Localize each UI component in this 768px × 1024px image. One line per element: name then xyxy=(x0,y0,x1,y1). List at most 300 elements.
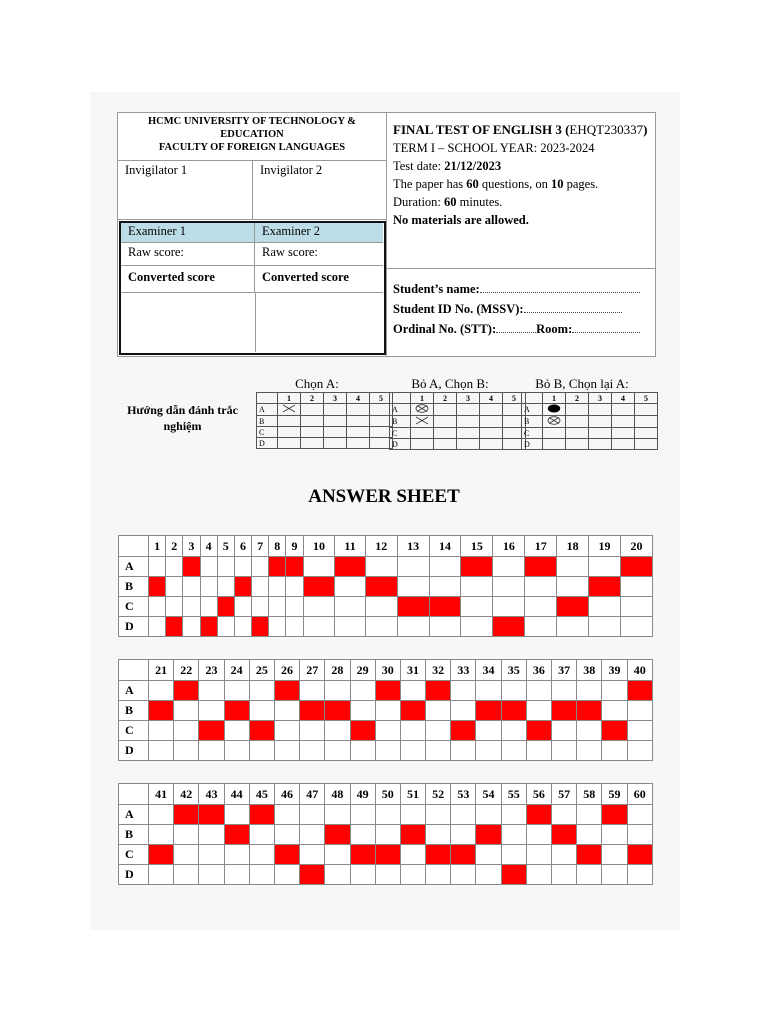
question-number: 10 xyxy=(303,536,335,557)
question-number: 14 xyxy=(429,536,461,557)
guide-cell xyxy=(347,404,370,416)
answer-cell[interactable] xyxy=(557,557,589,577)
answer-cell[interactable] xyxy=(627,741,652,761)
guide-col-header: 1 xyxy=(278,393,301,404)
answer-cell-filled[interactable] xyxy=(525,557,557,577)
answer-cell[interactable] xyxy=(476,845,501,865)
answer-cell-filled[interactable] xyxy=(557,597,589,617)
answer-cell-filled[interactable] xyxy=(274,681,299,701)
answer-cell[interactable] xyxy=(400,845,425,865)
answer-cell[interactable] xyxy=(269,597,286,617)
answer-cell[interactable] xyxy=(426,701,451,721)
option-row xyxy=(119,845,653,865)
answer-cell-filled[interactable] xyxy=(249,721,274,741)
answer-cell[interactable] xyxy=(526,825,551,845)
question-number: 1 xyxy=(149,536,166,557)
answer-cell[interactable] xyxy=(274,825,299,845)
question-number: 40 xyxy=(627,660,652,681)
answer-cell[interactable] xyxy=(224,741,249,761)
answer-cell-filled[interactable] xyxy=(286,557,303,577)
answer-cell[interactable] xyxy=(400,865,425,885)
answer-cell[interactable] xyxy=(300,845,325,865)
answer-cell[interactable] xyxy=(451,741,476,761)
answer-cell[interactable] xyxy=(577,825,602,845)
answer-cell-filled[interactable] xyxy=(375,681,400,701)
answer-cell[interactable] xyxy=(149,557,166,577)
answer-cell[interactable] xyxy=(252,597,269,617)
answer-cell[interactable] xyxy=(350,805,375,825)
answer-cell[interactable] xyxy=(620,577,652,597)
answer-cell[interactable] xyxy=(350,741,375,761)
option-label: A xyxy=(119,681,149,701)
answer-cell[interactable] xyxy=(375,825,400,845)
answer-cell[interactable] xyxy=(451,865,476,885)
student-id-line: Student ID No. (MSSV): xyxy=(393,299,655,319)
question-number: 41 xyxy=(149,784,174,805)
answer-cell[interactable] xyxy=(526,681,551,701)
answer-cell[interactable] xyxy=(200,577,217,597)
answer-cell-filled[interactable] xyxy=(375,845,400,865)
answer-cell[interactable] xyxy=(325,681,350,701)
answer-cell[interactable] xyxy=(335,597,365,617)
answer-cell-filled[interactable] xyxy=(300,701,325,721)
crossed-bubble-icon xyxy=(547,416,561,425)
answer-cell[interactable] xyxy=(217,577,234,597)
answer-cell-filled[interactable] xyxy=(501,865,526,885)
answer-cell[interactable] xyxy=(199,741,224,761)
answer-cell-filled[interactable] xyxy=(627,845,652,865)
answer-cell-filled[interactable] xyxy=(350,845,375,865)
question-number: 53 xyxy=(451,784,476,805)
guide-cell xyxy=(347,416,370,427)
answer-cell[interactable] xyxy=(300,825,325,845)
answer-cell-filled[interactable] xyxy=(200,617,217,637)
answer-cell[interactable] xyxy=(526,701,551,721)
answer-cell[interactable] xyxy=(252,577,269,597)
answer-cell[interactable] xyxy=(199,701,224,721)
answer-cell-filled[interactable] xyxy=(325,701,350,721)
answer-cell[interactable] xyxy=(476,721,501,741)
answer-cell-filled[interactable] xyxy=(335,557,365,577)
answer-cell[interactable] xyxy=(400,741,425,761)
answer-cell-filled[interactable] xyxy=(174,681,199,701)
answer-cell[interactable] xyxy=(200,597,217,617)
question-number: 59 xyxy=(602,784,627,805)
answer-cell[interactable] xyxy=(451,805,476,825)
answer-cell-filled[interactable] xyxy=(577,845,602,865)
answer-cell-filled[interactable] xyxy=(552,825,577,845)
answer-cell[interactable] xyxy=(249,845,274,865)
guide-cell xyxy=(566,428,589,439)
answer-cell[interactable] xyxy=(249,825,274,845)
answer-cell[interactable] xyxy=(274,701,299,721)
answer-cell[interactable] xyxy=(224,721,249,741)
option-label: B xyxy=(119,577,149,597)
answer-cell[interactable] xyxy=(183,597,200,617)
answer-cell[interactable] xyxy=(200,557,217,577)
answer-cell[interactable] xyxy=(149,865,174,885)
answer-cell[interactable] xyxy=(552,865,577,885)
guide-col-header: 5 xyxy=(635,393,658,404)
answer-cell[interactable] xyxy=(300,805,325,825)
answer-cell[interactable] xyxy=(300,681,325,701)
answer-cell[interactable] xyxy=(627,805,652,825)
answer-cell[interactable] xyxy=(426,741,451,761)
answer-cell[interactable] xyxy=(400,805,425,825)
answer-cell[interactable] xyxy=(234,557,251,577)
answer-cell[interactable] xyxy=(325,721,350,741)
answer-cell[interactable] xyxy=(493,577,525,597)
answer-cell-filled[interactable] xyxy=(426,845,451,865)
guide-example-title: Chọn A: xyxy=(295,376,339,391)
answer-cell-filled[interactable] xyxy=(303,577,335,597)
answer-cell[interactable] xyxy=(149,681,174,701)
answer-cell[interactable] xyxy=(552,681,577,701)
answer-cell[interactable] xyxy=(325,865,350,885)
answer-cell-filled[interactable] xyxy=(426,681,451,701)
answer-cell[interactable] xyxy=(397,577,429,597)
answer-cell[interactable] xyxy=(557,617,589,637)
answer-cell[interactable] xyxy=(325,805,350,825)
answer-cell[interactable] xyxy=(476,741,501,761)
answer-cell[interactable] xyxy=(252,557,269,577)
question-number: 13 xyxy=(397,536,429,557)
answer-cell-filled[interactable] xyxy=(183,557,200,577)
answer-cell-filled[interactable] xyxy=(451,721,476,741)
answer-cell[interactable] xyxy=(525,577,557,597)
converted-score-2 xyxy=(255,266,383,293)
answer-cell[interactable] xyxy=(249,681,274,701)
answer-cell[interactable] xyxy=(300,721,325,741)
answer-cell[interactable] xyxy=(286,617,303,637)
guide-cell xyxy=(612,428,635,439)
answer-cell-filled[interactable] xyxy=(627,681,652,701)
answer-cell-filled[interactable] xyxy=(224,701,249,721)
answer-cell[interactable] xyxy=(501,741,526,761)
answer-cell[interactable] xyxy=(269,577,286,597)
answer-cell[interactable] xyxy=(149,825,174,845)
answer-cell[interactable] xyxy=(426,825,451,845)
grid-corner-cell xyxy=(119,784,149,805)
answer-cell[interactable] xyxy=(397,617,429,637)
answer-cell-filled[interactable] xyxy=(224,825,249,845)
answer-cell-filled[interactable] xyxy=(269,557,286,577)
question-number: 49 xyxy=(350,784,375,805)
answer-cell[interactable] xyxy=(365,557,397,577)
answer-cell[interactable] xyxy=(149,721,174,741)
answer-cell-filled[interactable] xyxy=(620,557,652,577)
answer-cell[interactable] xyxy=(429,617,461,637)
cross-mark-icon xyxy=(415,416,429,425)
answer-cell[interactable] xyxy=(300,741,325,761)
answer-cell[interactable] xyxy=(149,741,174,761)
guide-cell xyxy=(278,438,301,449)
answer-cell[interactable] xyxy=(174,865,199,885)
option-label: A xyxy=(119,805,149,825)
answer-cell-filled[interactable] xyxy=(493,617,525,637)
answer-cell-filled[interactable] xyxy=(274,845,299,865)
answer-cell-filled[interactable] xyxy=(300,865,325,885)
answer-cell-filled[interactable] xyxy=(166,617,183,637)
answer-cell-filled[interactable] xyxy=(400,701,425,721)
examiner-2-cell xyxy=(255,223,383,243)
answer-cell-filled[interactable] xyxy=(400,825,425,845)
answer-cell[interactable] xyxy=(602,741,627,761)
answer-cell[interactable] xyxy=(149,597,166,617)
answer-cell[interactable] xyxy=(224,845,249,865)
answer-cell[interactable] xyxy=(199,845,224,865)
answer-cell[interactable] xyxy=(602,845,627,865)
answer-cell[interactable] xyxy=(174,741,199,761)
guide-cell xyxy=(301,404,324,416)
answer-cell-filled[interactable] xyxy=(397,597,429,617)
answer-cell[interactable] xyxy=(602,865,627,885)
answer-cell[interactable] xyxy=(476,681,501,701)
answer-cell-filled[interactable] xyxy=(252,617,269,637)
answer-cell[interactable] xyxy=(552,721,577,741)
answer-cell[interactable] xyxy=(461,597,493,617)
answer-cell[interactable] xyxy=(234,617,251,637)
answer-cell[interactable] xyxy=(501,845,526,865)
answer-cell[interactable] xyxy=(429,577,461,597)
answer-cell[interactable] xyxy=(286,577,303,597)
answer-cell[interactable] xyxy=(350,825,375,845)
answer-cell[interactable] xyxy=(501,825,526,845)
guide-cell xyxy=(301,416,324,427)
guide-col-header: 2 xyxy=(566,393,589,404)
answer-cell[interactable] xyxy=(627,701,652,721)
answer-cell[interactable] xyxy=(350,865,375,885)
answer-cell-filled[interactable] xyxy=(350,721,375,741)
answer-cell-filled[interactable] xyxy=(199,721,224,741)
answer-cell[interactable] xyxy=(375,701,400,721)
answer-cell[interactable] xyxy=(224,681,249,701)
answer-cell[interactable] xyxy=(365,597,397,617)
answer-cell[interactable] xyxy=(451,681,476,701)
answer-cell-filled[interactable] xyxy=(476,825,501,845)
answer-cell[interactable] xyxy=(350,681,375,701)
answer-cell[interactable] xyxy=(620,597,652,617)
answer-cell-filled[interactable] xyxy=(234,577,251,597)
answer-cell-filled[interactable] xyxy=(429,597,461,617)
answer-cell[interactable] xyxy=(269,617,286,637)
answer-cell[interactable] xyxy=(303,557,335,577)
answer-cell[interactable] xyxy=(602,825,627,845)
question-number: 27 xyxy=(300,660,325,681)
answer-cell[interactable] xyxy=(627,865,652,885)
converted-score-label: Converted score xyxy=(128,270,215,284)
answer-cell-filled[interactable] xyxy=(552,701,577,721)
question-number: 18 xyxy=(557,536,589,557)
answer-cell[interactable] xyxy=(461,617,493,637)
answer-cell[interactable] xyxy=(149,617,166,637)
answer-cell[interactable] xyxy=(249,865,274,885)
answer-cell[interactable] xyxy=(217,617,234,637)
answer-cell[interactable] xyxy=(493,557,525,577)
answer-cell[interactable] xyxy=(577,681,602,701)
university-name: HCMC UNIVERSITY OF TECHNOLOGY & EDUCATION xyxy=(147,116,357,140)
answer-cell[interactable] xyxy=(375,721,400,741)
answer-cell-filled[interactable] xyxy=(217,597,234,617)
answer-cell[interactable] xyxy=(286,597,303,617)
answer-cell-filled[interactable] xyxy=(174,805,199,825)
answer-cell[interactable] xyxy=(274,805,299,825)
answer-cell-filled[interactable] xyxy=(461,557,493,577)
answer-cell[interactable] xyxy=(525,617,557,637)
answer-cell[interactable] xyxy=(217,557,234,577)
answer-cell[interactable] xyxy=(451,825,476,845)
answer-cell[interactable] xyxy=(224,865,249,885)
question-number: 30 xyxy=(375,660,400,681)
answer-cell[interactable] xyxy=(627,825,652,845)
guide-cell xyxy=(480,404,503,416)
answer-cell[interactable] xyxy=(577,721,602,741)
question-number: 48 xyxy=(325,784,350,805)
answer-cell[interactable] xyxy=(174,701,199,721)
answer-cell-filled[interactable] xyxy=(602,721,627,741)
answer-cell[interactable] xyxy=(557,577,589,597)
answer-cell[interactable] xyxy=(501,721,526,741)
answer-cell[interactable] xyxy=(577,805,602,825)
guide-col-header: 3 xyxy=(324,393,347,404)
guide-cell xyxy=(589,428,612,439)
answer-cell[interactable] xyxy=(589,597,621,617)
answer-cell[interactable] xyxy=(350,701,375,721)
question-number: 17 xyxy=(525,536,557,557)
answer-cell[interactable] xyxy=(274,721,299,741)
answer-cell[interactable] xyxy=(375,805,400,825)
answer-cell[interactable] xyxy=(589,617,621,637)
answer-cell[interactable] xyxy=(183,617,200,637)
answer-cell-filled[interactable] xyxy=(589,577,621,597)
answer-cell-filled[interactable] xyxy=(602,805,627,825)
answer-cell[interactable] xyxy=(199,681,224,701)
answer-cell[interactable] xyxy=(400,721,425,741)
answer-cell[interactable] xyxy=(224,805,249,825)
answer-cell-filled[interactable] xyxy=(149,577,166,597)
answer-cell[interactable] xyxy=(303,617,335,637)
option-label: D xyxy=(119,741,149,761)
answer-cell[interactable] xyxy=(166,597,183,617)
answer-cell[interactable] xyxy=(501,805,526,825)
answer-cell[interactable] xyxy=(577,865,602,885)
answer-cell[interactable] xyxy=(303,597,335,617)
answer-cell[interactable] xyxy=(552,741,577,761)
answer-cell-filled[interactable] xyxy=(199,805,224,825)
answer-cell[interactable] xyxy=(602,701,627,721)
answer-cell[interactable] xyxy=(234,597,251,617)
question-number: 25 xyxy=(249,660,274,681)
exam-header xyxy=(117,112,656,357)
score-divider xyxy=(255,293,256,352)
answer-cell[interactable] xyxy=(426,721,451,741)
answer-cell[interactable] xyxy=(589,557,621,577)
option-label: B xyxy=(119,701,149,721)
question-number: 7 xyxy=(252,536,269,557)
option-label: C xyxy=(119,721,149,741)
question-number: 12 xyxy=(365,536,397,557)
answer-cell-filled[interactable] xyxy=(249,805,274,825)
answer-cell[interactable] xyxy=(526,845,551,865)
guide-cell xyxy=(278,404,301,416)
answer-cell[interactable] xyxy=(325,741,350,761)
answer-cell[interactable] xyxy=(429,557,461,577)
answer-cell[interactable] xyxy=(375,865,400,885)
answer-cell[interactable] xyxy=(149,805,174,825)
answer-cell[interactable] xyxy=(620,617,652,637)
answer-cell[interactable] xyxy=(174,845,199,865)
answer-cell[interactable] xyxy=(375,741,400,761)
answer-cell[interactable] xyxy=(335,617,365,637)
question-number: 42 xyxy=(174,784,199,805)
answer-cell[interactable] xyxy=(451,701,476,721)
answer-cell-filled[interactable] xyxy=(501,701,526,721)
question-number: 16 xyxy=(493,536,525,557)
answer-cell[interactable] xyxy=(526,741,551,761)
answer-cell[interactable] xyxy=(525,597,557,617)
answer-cell[interactable] xyxy=(476,865,501,885)
answer-cell[interactable] xyxy=(166,577,183,597)
answer-cell[interactable] xyxy=(249,741,274,761)
answer-cell[interactable] xyxy=(426,805,451,825)
answer-cell[interactable] xyxy=(199,865,224,885)
option-row xyxy=(119,577,653,597)
answer-cell[interactable] xyxy=(627,721,652,741)
examiner-2-label: Examiner 2 xyxy=(262,224,320,238)
answer-cell[interactable] xyxy=(426,865,451,885)
answer-cell[interactable] xyxy=(552,805,577,825)
converted-score-label: Converted score xyxy=(262,270,349,284)
answer-cell[interactable] xyxy=(461,577,493,597)
answer-cell[interactable] xyxy=(577,741,602,761)
answer-cell-filled[interactable] xyxy=(577,701,602,721)
answer-cell[interactable] xyxy=(274,741,299,761)
answer-cell[interactable] xyxy=(174,825,199,845)
answer-cell[interactable] xyxy=(400,681,425,701)
answer-cell-filled[interactable] xyxy=(325,825,350,845)
answer-cell[interactable] xyxy=(183,577,200,597)
answer-cell-filled[interactable] xyxy=(149,845,174,865)
answer-cell-filled[interactable] xyxy=(526,721,551,741)
answer-cell[interactable] xyxy=(602,681,627,701)
answer-cell[interactable] xyxy=(493,597,525,617)
answer-cell[interactable] xyxy=(476,805,501,825)
answer-cell[interactable] xyxy=(335,577,365,597)
question-number: 43 xyxy=(199,784,224,805)
answer-cell[interactable] xyxy=(199,825,224,845)
answer-cell[interactable] xyxy=(325,845,350,865)
answer-cell[interactable] xyxy=(501,681,526,701)
answer-cell[interactable] xyxy=(552,845,577,865)
guide-col-header: 5 xyxy=(370,393,393,404)
answer-cell[interactable] xyxy=(397,557,429,577)
answer-cell[interactable] xyxy=(166,557,183,577)
answer-cell[interactable] xyxy=(365,617,397,637)
answer-cell[interactable] xyxy=(526,865,551,885)
answer-cell-filled[interactable] xyxy=(476,701,501,721)
answer-cell-filled[interactable] xyxy=(365,577,397,597)
answer-cell[interactable] xyxy=(274,865,299,885)
guide-cell xyxy=(566,439,589,450)
question-number: 23 xyxy=(199,660,224,681)
answer-cell-filled[interactable] xyxy=(526,805,551,825)
answer-grid xyxy=(118,783,653,885)
answer-cell-filled[interactable] xyxy=(451,845,476,865)
answer-cell[interactable] xyxy=(249,701,274,721)
answer-cell-filled[interactable] xyxy=(149,701,174,721)
answer-cell[interactable] xyxy=(174,721,199,741)
duration-line: Duration: 60 minutes. xyxy=(393,195,503,209)
